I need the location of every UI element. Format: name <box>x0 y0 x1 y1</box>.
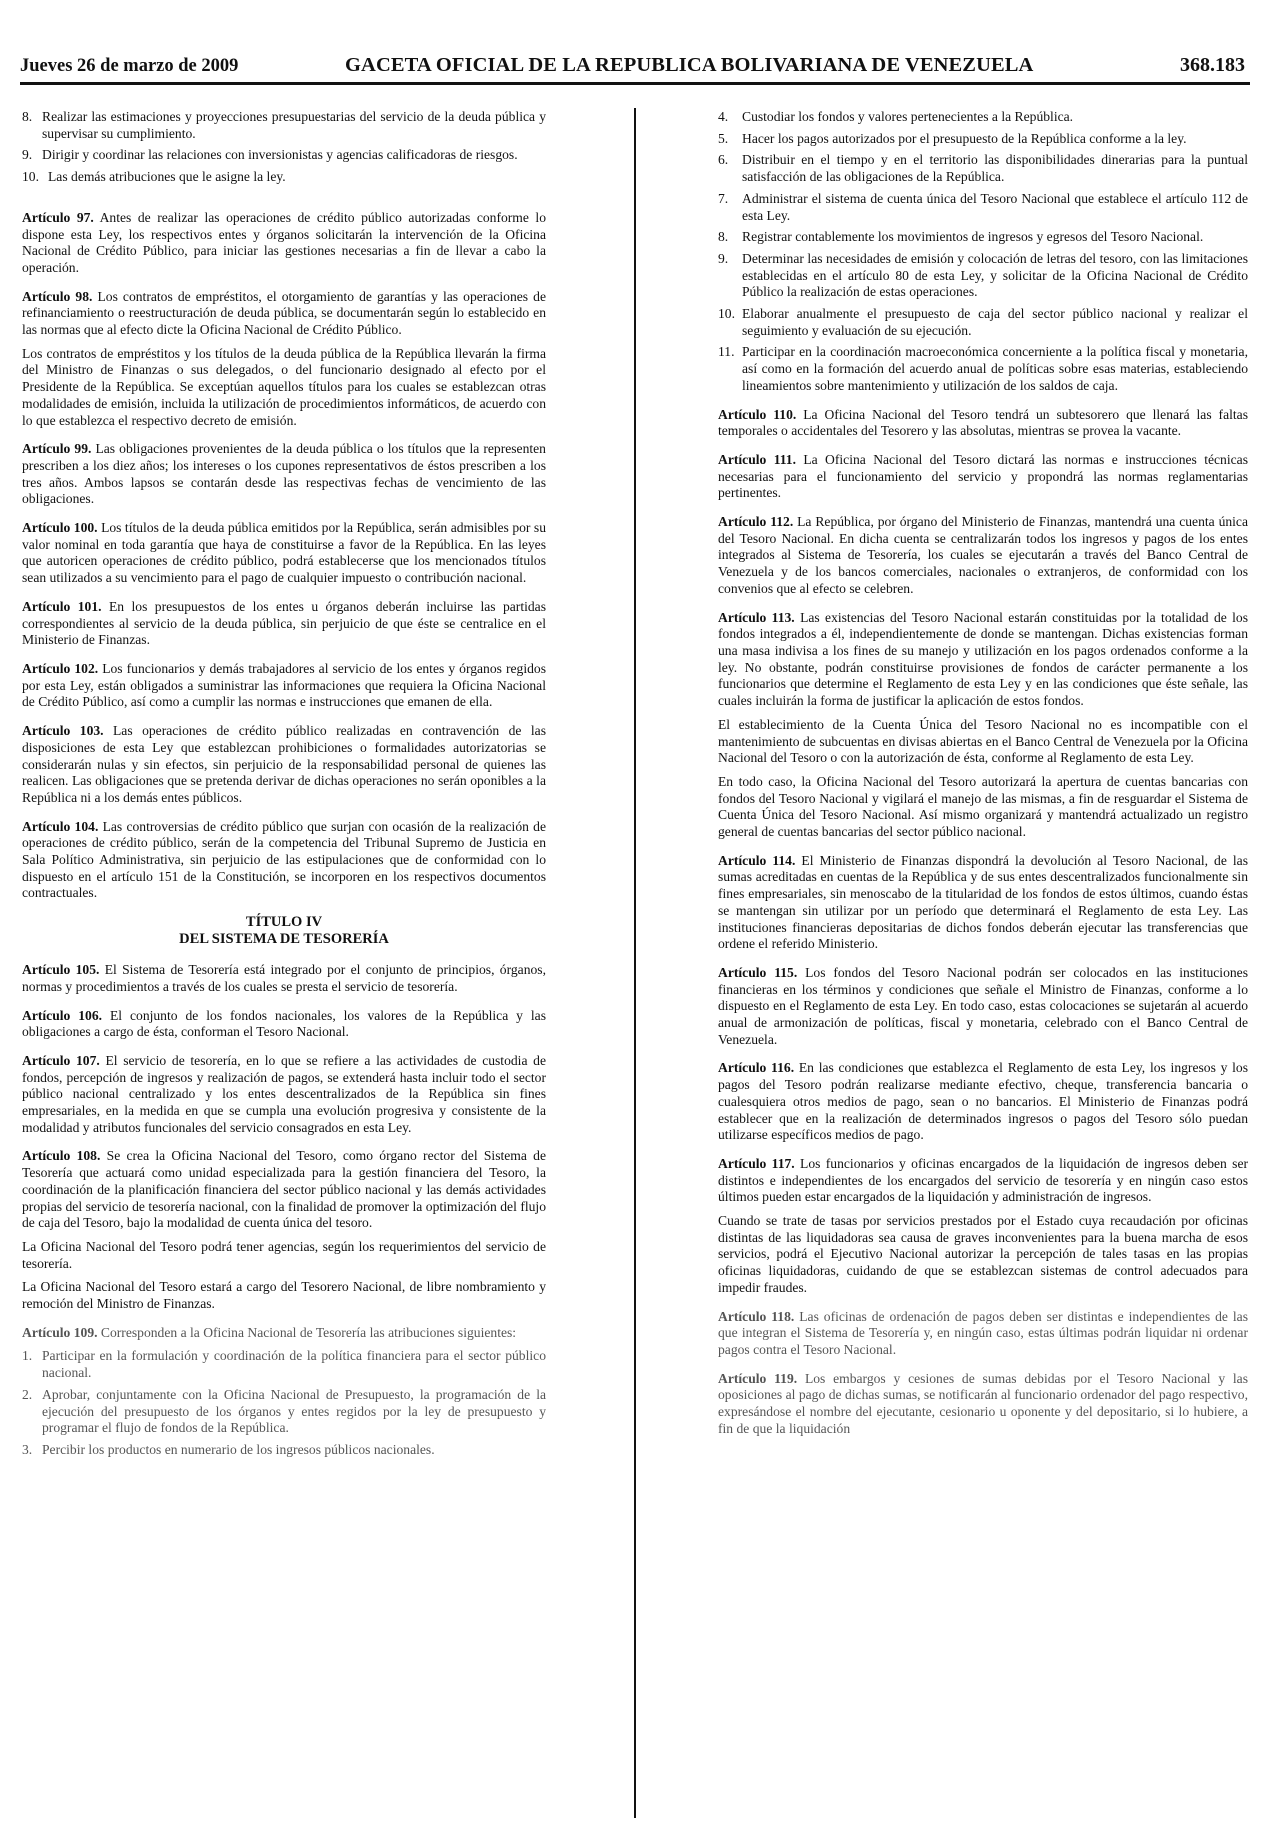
item-number: 8. <box>718 229 729 245</box>
article-113-paragraph-3: En todo caso, la Oficina Nacional del Tesoro autorizará la apertura de cuentas bancarias con fondos del Tesoro Nacional y vigilará el manejo de las mismas, a fin de resguardar el Sistema de Cuenta Única del Tesoro Nacional. Así mismo organizará y mantendrá actualizado un registro general de cuentas bancarias del sector público nacional. <box>718 773 1248 840</box>
article-108-paragraph-3: La Oficina Nacional del Tesoro estará a cargo del Tesorero Nacional, de libre nombramiento y remoción del Ministro de Finanzas. <box>22 1279 546 1312</box>
header-rule <box>20 82 1250 85</box>
item-number: 10. <box>718 306 735 322</box>
article-label: Artículo 110. <box>718 406 797 422</box>
article-105 <box>22 962 546 995</box>
article-label: Artículo 115. <box>718 964 798 980</box>
item-text: Dirigir y coordinar las relaciones con inversionistas y agencias calificadoras de riesgos. <box>42 147 518 163</box>
item-text: Administrar el sistema de cuenta única del Tesoro Nacional que establece el artículo 112 de esta Ley. <box>742 190 1248 223</box>
item-text: Elaborar anualmente el presupuesto de caja del sector público nacional y realizar el seguimiento y evaluación de su ejecución. <box>742 306 1248 338</box>
article-108-paragraph-2: La Oficina Nacional del Tesoro podrá tener agencias, según los requerimientos del servicio de tesorería. <box>22 1238 546 1271</box>
right-column <box>718 109 1248 1450</box>
article-label: Artículo 100. <box>22 520 98 536</box>
article-106 <box>22 1008 546 1041</box>
item-number: 7. <box>718 190 729 206</box>
list-item <box>22 109 546 142</box>
item-text: Participar en la formulación y coordinación de la política financiera para el sector público nacional. <box>42 1348 546 1381</box>
item-number: 8. <box>22 109 33 124</box>
article-text: Los fondos del Tesoro Nacional podrán ser colocados en las instituciones financieras en los términos y condiciones que señale el Ministro de Finanzas, conforme a lo dispuesto en el Reglamento de esta Ley. En todo caso, estas colocaciones se sujetarán al acuerdo anual de armonización de políticas, fiscal y monetaria, celebrado con el Banco Central de Venezuela. <box>718 964 1248 1047</box>
article-text: Las oficinas de ordenación de pagos deben ser distintas e independientes de las que integran el Sistema de Tesorería y, en ningún caso, estas últimas podrán liquidar ni ordenar pagos contra el Tesoro Nacional. <box>718 1308 1248 1357</box>
list-item <box>22 1442 546 1459</box>
section-title <box>22 914 546 948</box>
header-title: GACETA OFICIAL DE LA REPUBLICA BOLIVARIANA DE VENEZUELA <box>345 54 1034 76</box>
article-103 <box>22 723 546 807</box>
list-item <box>718 191 1248 224</box>
article-113-paragraph-2: El establecimiento de la Cuenta Única del Tesoro Nacional no es incompatible con el mantenimiento de subcuentas en divisas abiertas en el Banco Central de Venezuela por la Oficina Nacional del Tesoro o con la autorización de ésta, conforme al Reglamento de esta Ley. <box>718 716 1248 766</box>
page-header <box>20 52 1255 82</box>
article-118 <box>718 1309 1248 1359</box>
item-number: 1. <box>22 1348 33 1364</box>
article-text: Los funcionarios y oficinas encargados de la liquidación de ingresos deben ser distintos e independientes de los encargados del servicio de tesorería y en ningún caso estos últimos pueden estar encargados de la liquidación y administración de ingresos. <box>718 1155 1248 1205</box>
article-111 <box>718 452 1248 502</box>
item-number: 4. <box>718 109 729 124</box>
left-column <box>22 109 546 1464</box>
article-label: Artículo 101. <box>22 598 102 614</box>
list-item <box>22 1348 546 1381</box>
article-104 <box>22 819 546 903</box>
article-label: Artículo 107. <box>22 1052 100 1068</box>
article-102 <box>22 661 546 711</box>
article-98-paragraph-2: Los contratos de empréstitos y los títulos de la deuda pública de la República llevarán la firma del Ministro de Finanzas o sus delegados, o del funcionario designado al efecto por el Presidente de la República. Se exceptúan aquellos títulos para los cuales se establezcan otras modalidades de emisión, incluida la utilización de procedimientos informáticos, de acuerdo con lo que establezca el respectivo decreto de emisión. <box>22 345 546 428</box>
article-label: Artículo 102. <box>22 660 99 676</box>
article-label: Artículo 113. <box>718 609 795 625</box>
list-item <box>718 152 1248 185</box>
article-label: Artículo 104. <box>22 818 99 834</box>
list-item <box>718 251 1248 301</box>
list-item <box>22 169 546 186</box>
article-107 <box>22 1053 546 1137</box>
item-text: Las demás atribuciones que le asigne la ley. <box>48 169 286 185</box>
article-label: Artículo 97. <box>22 209 94 225</box>
item-text: Distribuir en el tiempo y en el territorio las disponibilidades dinerarias para la puntual satisfacción de las obligaciones de la República. <box>742 152 1248 185</box>
article-113 <box>718 610 1248 710</box>
article-100 <box>22 520 546 587</box>
article-label: Artículo 103. <box>22 723 104 739</box>
item-number: 5. <box>718 130 729 146</box>
item-text: Hacer los pagos autorizados por el presupuesto de la República conforme a la ley. <box>742 130 1187 146</box>
article-label: Artículo 116. <box>718 1060 795 1076</box>
article-text: En las condiciones que establezca el Reglamento de esta Ley, los ingresos y los pagos del Tesoro podrán realizarse mediante efectivo, cheque, transferencia bancaria o cualesquiera otros medios de pago, sean o no bancarios. El Ministerio de Finanzas podrá establecer que en la realización de determinados ingresos o pagos del Tesoro sólo puedan utilizarse específicos medios de pago. <box>718 1060 1248 1143</box>
title-name: DEL SISTEMA DE TESORERÍA <box>179 931 389 948</box>
article-text: Los títulos de la deuda pública emitidos por la República, serán admisibles por su valor nominal en toda garantía que haya de constituirse a favor de la República. En las leyes que autoricen operaciones de crédito público, podrá establecerse que los mencionados títulos sean utilizados a su vencimiento para el pago de cualquier impuesto o contribución nacional. <box>22 520 546 586</box>
article-text: El Ministerio de Finanzas dispondrá la devolución al Tesoro Nacional, de las sumas acreditadas en cuentas de la República y de sus entes descentralizados funcionalmente sin fines empresariales, sin menoscabo de la titularidad de los fondos de estos últimos, cuando éstas se mantengan sin utilizar por un período que determinará el Reglamento de esta Ley. Las instituciones financieras depositarias de dichos fondos deberán ejecutar las transferencias que ordene el referido Ministerio. <box>718 852 1248 952</box>
article-label: Artículo 106. <box>22 1007 103 1023</box>
article-text: Los funcionarios y demás trabajadores al servicio de los entes y órganos regidos por esta Ley, están obligados a suministrar las informaciones que requiera la Oficina Nacional de Crédito Público, así como a cumplir las normas e instrucciones que emanen de ella. <box>22 660 546 710</box>
item-number: 6. <box>718 152 729 168</box>
article-label: Artículo 98. <box>22 288 93 304</box>
item-text: Aprobar, conjuntamente con la Oficina Nacional de Presupuesto, la programación de la ejecución del presupuesto de los órganos y entes regidos por la ley de presupuesto y programar el flujo de fondos de la República. <box>42 1386 546 1436</box>
article-label: Artículo 111. <box>718 451 796 467</box>
article-text: La República, por órgano del Ministerio de Finanzas, mantendrá una cuenta única del Tesoro Nacional. En dicha cuenta se centralizarán todos los ingresos y pagos de los entes integrados al Sistema de Tesorería, los cuales se ejecutarán a través del Banco Central de Venezuela y de los bancos comerciales, nacionales o extranjeros, de conformidad con los convenios que al efecto se celebren. <box>718 514 1249 596</box>
article-110 <box>718 407 1248 440</box>
article-text: Los embargos y cesiones de sumas debidas por el Tesoro Nacional y las oposiciones al pago de dichas sumas, se notificarán al funcionario ordenador del pago respectivo, expresándose el nombre del ejecutante, cesionario u oponente y del depositario, si lo hubiere, a fin de que la liquidación <box>718 1370 1248 1436</box>
item-number: 9. <box>718 250 729 266</box>
article-text: Las operaciones de crédito público realizadas en contravención de las disposiciones de esta Ley que establezcan prohibiciones o formalidades autorizatorias se considerarán nulas y sin efectos, sin perjuicio de la responsabilidad personal de quienes las realicen. Las obligaciones que se pretenda derivar de dichas operaciones no serán oponibles a la República ni a los demás entes públicos. <box>22 723 546 805</box>
article-label: Artículo 112. <box>718 514 794 530</box>
article-label: Artículo 109. <box>22 1324 98 1340</box>
article-text: Las existencias del Tesoro Nacional estarán constituidas por la totalidad de los fondos integrados a él, independientemente de donde se mantengan. Dichas existencias forman una masa indivisa a los fines de su manejo y utilización en los pagos ordenados conforme a la ley. No obstante, podrán constituirse provisiones de fondos de carácter permanente a los funcionarios que determine el Reglamento de esta Ley y en las condiciones que éste señale, las cuales incluirán la forma de justificar la aplicación de estos fondos. <box>718 609 1248 709</box>
item-number: 9. <box>22 147 33 163</box>
item-text: Custodiar los fondos y valores pertenecientes a la República. <box>742 109 1074 124</box>
item-text: Participar en la coordinación macroeconómica concerniente a la política fiscal y monetaria, así como en la formación del acuerdo anual de políticas sobre esas materias, estableciendo lineamientos sobre mantenimiento y utilización de los saldos de caja. <box>742 344 1248 393</box>
column-divider <box>634 108 636 1818</box>
article-114 <box>718 853 1248 953</box>
header-date: Jueves 26 de marzo de 2009 <box>20 56 239 76</box>
item-text: Realizar las estimaciones y proyecciones presupuestarias del servicio de la deuda pública y supervisar su cumplimiento. <box>42 109 546 141</box>
item-number: 2. <box>22 1386 33 1402</box>
article-label: Artículo 118. <box>718 1308 795 1324</box>
article-text: El Sistema de Tesorería está integrado por el conjunto de principios, órganos, normas y procedimientos a través de los cuales se presta el servicio de tesorería. <box>22 962 546 994</box>
article-text: Antes de realizar las operaciones de crédito público autorizadas conforme lo dispone esta Ley, los respectivos entes y órganos solicitarán la intervención de la Oficina Nacional de Crédito Público, para iniciar las gestiones necesarias a fin de llevar a cabo la operación. <box>22 209 546 275</box>
title-number: TÍTULO IV <box>245 914 323 931</box>
article-text: Las controversias de crédito público que surjan con ocasión de la realización de operaciones de crédito público, serán de la competencia del Tribunal Supremo de Justicia en Sala Político Administrativa, sin perjuicio de las estipulaciones que de conformidad con lo dispuesto en el artículo 151 de la Constitución, se incorporen en los respectivos documentos contractuales. <box>22 818 546 901</box>
item-number: 10. <box>22 169 39 185</box>
article-text: Las obligaciones provenientes de la deuda pública o los títulos que la representen prescriben a los diez años; los intereses o los cupones representativos de éstos prescriben a los tres años. Ambos lapsos se contarán desde las respectivas fechas de vencimiento de las obligaciones. <box>22 441 546 507</box>
header-page-number: 368.183 <box>1180 54 1245 76</box>
article-label: Artículo 117. <box>718 1155 795 1171</box>
article-text: Los contratos de empréstitos, el otorgamiento de garantías y las operaciones de refinanciamiento o reestructuración de deuda pública, se documentarán según lo establecido en las normas que al efecto dicte la Oficina Nacional de Crédito Público. <box>22 288 546 338</box>
article-98 <box>22 289 546 339</box>
item-text: Percibir los productos en numerario de los ingresos públicos nacionales. <box>42 1442 435 1457</box>
item-number: 3. <box>22 1442 33 1457</box>
article-117 <box>718 1156 1248 1206</box>
article-116 <box>718 1060 1248 1144</box>
article-text: La Oficina Nacional del Tesoro dictará las normas e instrucciones técnicas necesarias para el funcionamiento del servicio y propondrá las normas reglamentarias pertinentes. <box>718 451 1248 501</box>
article-label: Artículo 105. <box>22 962 100 978</box>
article-97 <box>22 210 546 277</box>
article-text: El servicio de tesorería, en lo que se refiere a las actividades de custodia de fondos, percepción de ingresos y realización de pagos, se extenderá hasta incluir todo el sector público nacional centralizado y los entes descentralizados de la República sin fines empresariales, en la medida en que se cumpla una evolución progresiva y consistente de la modalidad y atributos funcionales del servicio consagrados en esta Ley. <box>22 1052 546 1135</box>
list-item <box>22 147 546 164</box>
list-item <box>718 229 1248 246</box>
article-117-paragraph-2: Cuando se trate de tasas por servicios prestados por el Estado cuya recaudación por oficinas distintas de las liquidadoras sea causa de graves inconvenientes para la buena marcha de esos servicios, podrá el Ejecutivo Nacional autorizar la percepción de tales tasas en las propias oficinas liquidadoras, cuidando de que se establezcan sistemas de control adecuados para impedir fraudes. <box>718 1213 1248 1295</box>
article-108 <box>22 1148 546 1232</box>
item-text: Registrar contablemente los movimientos de ingresos y egresos del Tesoro Nacional. <box>742 229 1204 245</box>
list-item <box>718 109 1248 126</box>
article-label: Artículo 108. <box>22 1148 101 1164</box>
article-109 <box>22 1325 546 1342</box>
article-101 <box>22 599 546 649</box>
article-119 <box>718 1371 1248 1438</box>
article-text: Corresponden a la Oficina Nacional de Tesorería las atribuciones siguientes: <box>97 1324 517 1340</box>
article-label: Artículo 119. <box>718 1370 798 1386</box>
article-112 <box>718 514 1248 598</box>
article-text: El conjunto de los fondos nacionales, los valores de la República y las obligaciones a cargo de ésta, conforman el Tesoro Nacional. <box>22 1007 546 1040</box>
article-label: Artículo 114. <box>718 852 796 868</box>
list-item <box>22 1387 546 1437</box>
article-label: Artículo 99. <box>22 441 92 457</box>
article-115 <box>718 965 1248 1049</box>
list-item <box>718 131 1248 148</box>
item-number: 11. <box>718 344 735 360</box>
item-text: Determinar las necesidades de emisión y colocación de letras del tesoro, con las limitaciones establecidas en el artículo 80 de esta Ley, y solicitar de la Oficina Nacional de Crédito Público la realización de estas operaciones. <box>742 250 1248 300</box>
article-text: La Oficina Nacional del Tesoro tendrá un subtesorero que llenará las faltas temporales o accidentales del Tesorero y las absolutas, mientras se provea la vacante. <box>718 406 1248 439</box>
article-text: En los presupuestos de los entes u órganos deberán incluirse las partidas correspondientes al servicio de la deuda pública, sin perjuicio de que éste se centralice en el Ministerio de Finanzas. <box>22 598 546 648</box>
list-item <box>718 344 1248 394</box>
list-item <box>718 306 1248 339</box>
article-99 <box>22 441 546 508</box>
article-text: Se crea la Oficina Nacional del Tesoro, como órgano rector del Sistema de Tesorería que actuará como unidad especializada para la gestión financiera del Tesoro, la coordinación de la planificación financiera del sector público nacional y las demás actividades propias del servicio de tesorería nacional, con la finalidad de promover la optimización del flujo de caja del Tesoro, bajo la modalidad de cuenta única del tesoro. <box>22 1148 546 1231</box>
